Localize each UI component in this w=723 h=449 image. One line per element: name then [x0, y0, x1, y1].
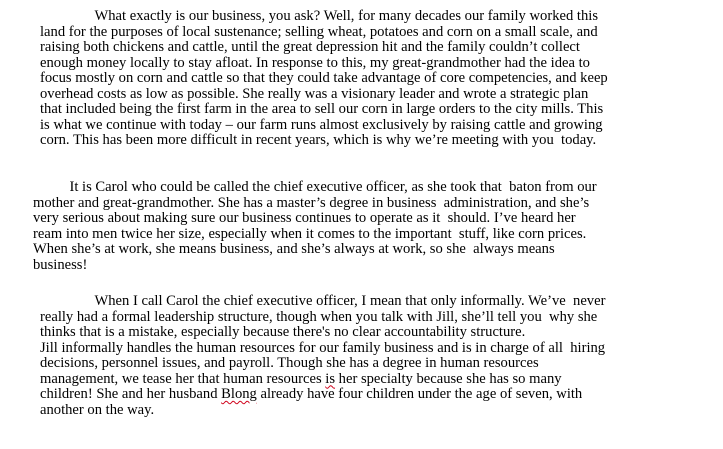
text-line: Jill informally handles the human resources for our family business and is in charge of all hiring — [40, 339, 606, 356]
text-line: very serious about making sure our business continues to operate as it should. I’ve heard her — [33, 210, 576, 226]
text-line: thinks that is a mistake, especially because there's no clear accountability structure. — [40, 324, 526, 340]
text-segment: her specialty because she has so many — [335, 370, 562, 387]
text-line: business! — [33, 256, 88, 273]
spellcheck-flagged-word[interactable]: Blong — [221, 386, 257, 402]
paragraph-business-history — [40, 9, 608, 149]
text-line: mother and great-grandmother. She has a master’s degree in business administration, and she’s — [33, 194, 590, 211]
text-line: another on the way. — [40, 401, 155, 418]
spellcheck-flagged-word[interactable]: is — [325, 370, 336, 387]
text-line: focus mostly on corn and cattle so that they could take advantage of core competencies, and keep — [40, 70, 608, 86]
text-line: really had a formal leadership structure, though when you talk with Jill, she’ll tell you why she — [40, 308, 598, 325]
paragraph-carol-ceo — [33, 180, 597, 273]
text-segment: management, we tease her that human resources — [40, 370, 326, 387]
text-line: enough money locally to stay afloat. In response to this, my great-grandmother had the idea to — [40, 54, 590, 71]
text-line: overhead costs as low as possible. She really was a visionary leader and wrote a strategic plan — [40, 85, 589, 102]
text-line: corn. This has been more difficult in recent years, which is why we’re meeting with you today. — [40, 132, 597, 148]
text-line: When I call Carol the chief executive officer, I mean that only informally. We’ve never — [40, 293, 606, 309]
text-line: What exactly is our business, you ask? Well, for many decades our family worked this — [40, 8, 598, 24]
text-line: ream into men twice her size, especially when it comes to the important stuff, like corn prices. — [33, 225, 587, 242]
text-line: land for the purposes of local sustenance; selling wheat, potatoes and corn on a small scale, and — [40, 23, 598, 40]
text-line: When she’s at work, she means business, and she’s always at work, so she always means — [33, 241, 555, 257]
text-line: raising both chickens and cattle, until the great depression hit and the family couldn’t collect — [40, 39, 580, 55]
text-line: that included being the first farm in the area to sell our corn in large orders to the city mills. This — [40, 101, 604, 117]
text-line: is what we continue with today – our farm runs almost exclusively by raising cattle and growing — [40, 116, 603, 133]
paragraph-leadership-structure — [40, 294, 605, 418]
text-segment: children! She and her husband — [40, 386, 222, 402]
text-line: It is Carol who could be called the chief executive officer, as she took that baton from our — [33, 179, 597, 195]
text-segment: already have four children under the age of seven, with — [256, 386, 583, 402]
text-line: decisions, personnel issues, and payroll. Though she has a degree in human resources — [40, 355, 539, 371]
text-line — [40, 387, 605, 403]
text-line — [40, 372, 605, 388]
